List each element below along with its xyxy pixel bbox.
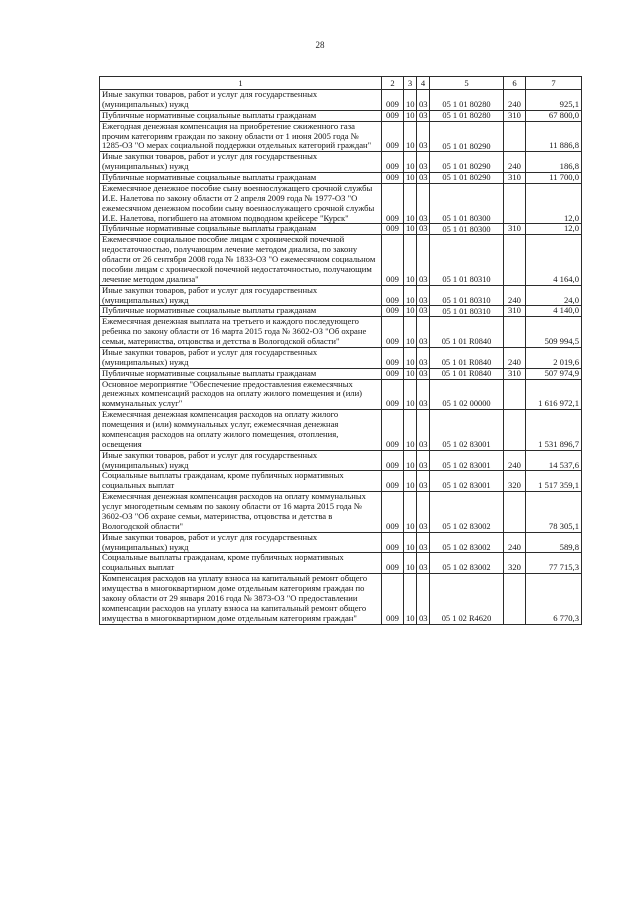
row-subsection-code: 03 <box>417 90 430 111</box>
row-grbs-code: 009 <box>382 450 404 471</box>
row-section-code: 10 <box>404 90 417 111</box>
row-target-article-code: 05 1 02 83002 <box>430 532 504 553</box>
row-name: Ежемесячная денежная выплата на третьего и каждого последующего ребенка по закону области от 16 марта 2015 года № 3602-ОЗ "Об охране семьи, материнства, отцовства и детства в Вологодской области" <box>100 317 382 348</box>
row-subsection-code: 03 <box>417 347 430 368</box>
row-section-code: 10 <box>404 379 417 410</box>
row-target-article-code: 05 1 02 00000 <box>430 379 504 410</box>
row-amount: 4 140,0 <box>526 306 582 317</box>
row-name: Публичные нормативные социальные выплаты гражданам <box>100 110 382 121</box>
row-expense-type-code <box>504 183 526 224</box>
row-target-article-code: 05 1 02 R4620 <box>430 574 504 624</box>
row-grbs-code: 009 <box>382 110 404 121</box>
row-expense-type-code: 310 <box>504 306 526 317</box>
row-grbs-code: 009 <box>382 235 404 285</box>
row-name: Ежемесячное денежное пособие сыну военнослужащего срочной службы И.Е. Налетова по закону области от 2 апреля 2009 года № 1977-ОЗ "О ежемесячном денежном пособии сыну военнослужащего срочной службы И.Е. Налетова, погибшего на атомном подводном крейсере "Курск" <box>100 183 382 224</box>
row-grbs-code: 009 <box>382 285 404 306</box>
header-col-sum: 7 <box>526 77 582 90</box>
row-name: Социальные выплаты гражданам, кроме публичных нормативных социальных выплат <box>100 471 382 492</box>
row-amount: 2 019,6 <box>526 347 582 368</box>
row-target-article-code: 05 1 02 83002 <box>430 553 504 574</box>
row-name: Публичные нормативные социальные выплаты гражданам <box>100 306 382 317</box>
row-section-code: 10 <box>404 347 417 368</box>
row-expense-type-code: 320 <box>504 471 526 492</box>
table-row <box>100 532 582 553</box>
row-subsection-code: 03 <box>417 183 430 224</box>
row-subsection-code: 03 <box>417 574 430 624</box>
row-subsection-code: 03 <box>417 173 430 184</box>
header-col-csr: 5 <box>430 77 504 90</box>
row-subsection-code: 03 <box>417 450 430 471</box>
row-expense-type-code <box>504 410 526 451</box>
row-amount: 186,8 <box>526 152 582 173</box>
row-section-code: 10 <box>404 110 417 121</box>
row-target-article-code: 05 1 01 80280 <box>430 90 504 111</box>
row-name: Иные закупки товаров, работ и услуг для государственных (муниципальных) нужд <box>100 450 382 471</box>
row-expense-type-code: 310 <box>504 368 526 379</box>
row-grbs-code: 009 <box>382 492 404 533</box>
table-row <box>100 450 582 471</box>
row-section-code: 10 <box>404 574 417 624</box>
row-amount: 67 800,0 <box>526 110 582 121</box>
row-subsection-code: 03 <box>417 121 430 152</box>
row-grbs-code: 009 <box>382 553 404 574</box>
row-expense-type-code: 240 <box>504 90 526 111</box>
row-expense-type-code: 240 <box>504 450 526 471</box>
row-amount: 78 305,1 <box>526 492 582 533</box>
row-amount: 12,0 <box>526 183 582 224</box>
table-row <box>100 347 582 368</box>
row-subsection-code: 03 <box>417 379 430 410</box>
row-section-code: 10 <box>404 121 417 152</box>
row-amount: 11 886,8 <box>526 121 582 152</box>
row-section-code: 10 <box>404 173 417 184</box>
row-amount: 1 531 896,7 <box>526 410 582 451</box>
row-target-article-code: 05 1 02 83002 <box>430 492 504 533</box>
row-grbs-code: 009 <box>382 368 404 379</box>
row-name: Публичные нормативные социальные выплаты гражданам <box>100 224 382 235</box>
row-name: Иные закупки товаров, работ и услуг для государственных (муниципальных) нужд <box>100 152 382 173</box>
row-target-article-code: 05 1 02 83001 <box>430 450 504 471</box>
row-name: Иные закупки товаров, работ и услуг для государственных (муниципальных) нужд <box>100 532 382 553</box>
row-subsection-code: 03 <box>417 368 430 379</box>
row-grbs-code: 009 <box>382 90 404 111</box>
row-amount: 6 770,3 <box>526 574 582 624</box>
table-row <box>100 574 582 624</box>
row-target-article-code: 05 1 01 80310 <box>430 285 504 306</box>
row-section-code: 10 <box>404 471 417 492</box>
row-section-code: 10 <box>404 317 417 348</box>
header-row <box>100 77 582 90</box>
row-subsection-code: 03 <box>417 492 430 533</box>
row-amount: 507 974,9 <box>526 368 582 379</box>
row-expense-type-code: 240 <box>504 152 526 173</box>
row-expense-type-code <box>504 121 526 152</box>
row-name: Ежемесячная денежная компенсация расходов на оплату жилого помещения и (или) коммунальных услуг, ежемесячная денежная компенсация расходов на оплату жилого помещения, отопления, освещения <box>100 410 382 451</box>
row-section-code: 10 <box>404 183 417 224</box>
row-target-article-code: 05 1 01 80290 <box>430 152 504 173</box>
row-expense-type-code: 240 <box>504 347 526 368</box>
row-grbs-code: 009 <box>382 347 404 368</box>
row-subsection-code: 03 <box>417 285 430 306</box>
table-row <box>100 410 582 451</box>
row-amount: 509 994,5 <box>526 317 582 348</box>
row-grbs-code: 009 <box>382 471 404 492</box>
row-name: Основное мероприятие "Обеспечение предоставления ежемесячных денежных компенсаций расходов на оплату жилого помещения и (или) коммунальных услуг" <box>100 379 382 410</box>
row-subsection-code: 03 <box>417 553 430 574</box>
row-expense-type-code: 240 <box>504 285 526 306</box>
row-expense-type-code <box>504 492 526 533</box>
row-grbs-code: 009 <box>382 532 404 553</box>
table-row <box>100 379 582 410</box>
table-row <box>100 152 582 173</box>
row-amount: 24,0 <box>526 285 582 306</box>
row-subsection-code: 03 <box>417 224 430 235</box>
row-subsection-code: 03 <box>417 306 430 317</box>
row-section-code: 10 <box>404 224 417 235</box>
row-expense-type-code <box>504 574 526 624</box>
row-section-code: 10 <box>404 368 417 379</box>
row-subsection-code: 03 <box>417 317 430 348</box>
row-section-code: 10 <box>404 553 417 574</box>
row-amount: 1 517 359,1 <box>526 471 582 492</box>
row-amount: 925,1 <box>526 90 582 111</box>
row-section-code: 10 <box>404 285 417 306</box>
row-section-code: 10 <box>404 306 417 317</box>
table-row <box>100 224 582 235</box>
row-subsection-code: 03 <box>417 110 430 121</box>
row-expense-type-code: 320 <box>504 553 526 574</box>
row-target-article-code: 05 1 01 80310 <box>430 306 504 317</box>
row-grbs-code: 009 <box>382 317 404 348</box>
table-row <box>100 173 582 184</box>
row-amount: 4 164,0 <box>526 235 582 285</box>
row-grbs-code: 009 <box>382 152 404 173</box>
row-amount: 1 616 972,1 <box>526 379 582 410</box>
row-expense-type-code: 310 <box>504 173 526 184</box>
row-subsection-code: 03 <box>417 471 430 492</box>
table-row <box>100 306 582 317</box>
row-grbs-code: 009 <box>382 306 404 317</box>
row-target-article-code: 05 1 02 83001 <box>430 471 504 492</box>
row-amount: 11 700,0 <box>526 173 582 184</box>
row-target-article-code: 05 1 01 80290 <box>430 173 504 184</box>
row-expense-type-code <box>504 235 526 285</box>
table-row <box>100 235 582 285</box>
row-grbs-code: 009 <box>382 410 404 451</box>
table-row <box>100 90 582 111</box>
row-name: Ежегодная денежная компенсация на приобретение сжиженного газа прочим категориям граждан по закону области от 1 июня 2005 года № 1285-ОЗ "О мерах социальной поддержки отдельных категорий граждан" <box>100 121 382 152</box>
row-amount: 12,0 <box>526 224 582 235</box>
row-name: Публичные нормативные социальные выплаты гражданам <box>100 368 382 379</box>
table-row <box>100 285 582 306</box>
row-grbs-code: 009 <box>382 574 404 624</box>
row-subsection-code: 03 <box>417 532 430 553</box>
row-section-code: 10 <box>404 532 417 553</box>
row-expense-type-code: 310 <box>504 224 526 235</box>
row-expense-type-code: 240 <box>504 532 526 553</box>
row-target-article-code: 05 1 01 80310 <box>430 235 504 285</box>
row-subsection-code: 03 <box>417 152 430 173</box>
row-grbs-code: 009 <box>382 173 404 184</box>
row-grbs-code: 009 <box>382 183 404 224</box>
row-subsection-code: 03 <box>417 235 430 285</box>
row-name: Публичные нормативные социальные выплаты гражданам <box>100 173 382 184</box>
row-amount: 77 715,3 <box>526 553 582 574</box>
row-name: Иные закупки товаров, работ и услуг для государственных (муниципальных) нужд <box>100 347 382 368</box>
row-target-article-code: 05 1 01 80300 <box>430 183 504 224</box>
header-col-name: 1 <box>100 77 382 90</box>
row-name: Социальные выплаты гражданам, кроме публичных нормативных социальных выплат <box>100 553 382 574</box>
table-row <box>100 553 582 574</box>
row-target-article-code: 05 1 01 R0840 <box>430 317 504 348</box>
row-grbs-code: 009 <box>382 224 404 235</box>
row-name: Иные закупки товаров, работ и услуг для государственных (муниципальных) нужд <box>100 285 382 306</box>
row-subsection-code: 03 <box>417 410 430 451</box>
row-name: Компенсация расходов на уплату взноса на капитальный ремонт общего имущества в многоквартирном доме отдельным категориям граждан по закону области от 29 января 2016 года № 3873-ОЗ "О предоставлении компенсации расходов на уплату взноса на капитальный ремонт общего имущества в многоквартирном доме отдельным категориям граждан" <box>100 574 382 624</box>
row-target-article-code: 05 1 02 83001 <box>430 410 504 451</box>
row-target-article-code: 05 1 01 80280 <box>430 110 504 121</box>
row-expense-type-code <box>504 317 526 348</box>
row-grbs-code: 009 <box>382 379 404 410</box>
row-target-article-code: 05 1 01 R0840 <box>430 347 504 368</box>
row-grbs-code: 009 <box>382 121 404 152</box>
header-col-pr: 4 <box>417 77 430 90</box>
header-col-rz: 3 <box>404 77 417 90</box>
page-number: 28 <box>315 40 325 50</box>
row-section-code: 10 <box>404 410 417 451</box>
table-row <box>100 110 582 121</box>
table-row <box>100 183 582 224</box>
row-section-code: 10 <box>404 235 417 285</box>
row-expense-type-code <box>504 379 526 410</box>
table-row <box>100 368 582 379</box>
row-target-article-code: 05 1 01 R0840 <box>430 368 504 379</box>
row-expense-type-code: 310 <box>504 110 526 121</box>
table-row <box>100 471 582 492</box>
row-target-article-code: 05 1 01 80290 <box>430 121 504 152</box>
row-section-code: 10 <box>404 152 417 173</box>
table-row <box>100 492 582 533</box>
row-name: Иные закупки товаров, работ и услуг для государственных (муниципальных) нужд <box>100 90 382 111</box>
table-row <box>100 317 582 348</box>
row-section-code: 10 <box>404 492 417 533</box>
row-name: Ежемесячная денежная компенсация расходов на оплату коммунальных услуг многодетным семьям по закону области от 16 марта 2015 года № 3602-ОЗ "Об охране семьи, материнства, отцовства и детства в Вологодской области" <box>100 492 382 533</box>
row-section-code: 10 <box>404 450 417 471</box>
row-name: Ежемесячное социальное пособие лицам с хронической почечной недостаточностью, получающим лечение методом диализа, по закону области от 26 сентября 2008 года № 1833-ОЗ "О ежемесячном социальном пособии лицам с хронической почечной недостаточностью, получающим лечение методом диализа" <box>100 235 382 285</box>
table-row <box>100 121 582 152</box>
table-body <box>100 90 582 625</box>
row-target-article-code: 05 1 01 80300 <box>430 224 504 235</box>
budget-table <box>99 76 582 625</box>
header-col-grbs: 2 <box>382 77 404 90</box>
row-amount: 14 537,6 <box>526 450 582 471</box>
header-col-vr: 6 <box>504 77 526 90</box>
row-amount: 589,8 <box>526 532 582 553</box>
